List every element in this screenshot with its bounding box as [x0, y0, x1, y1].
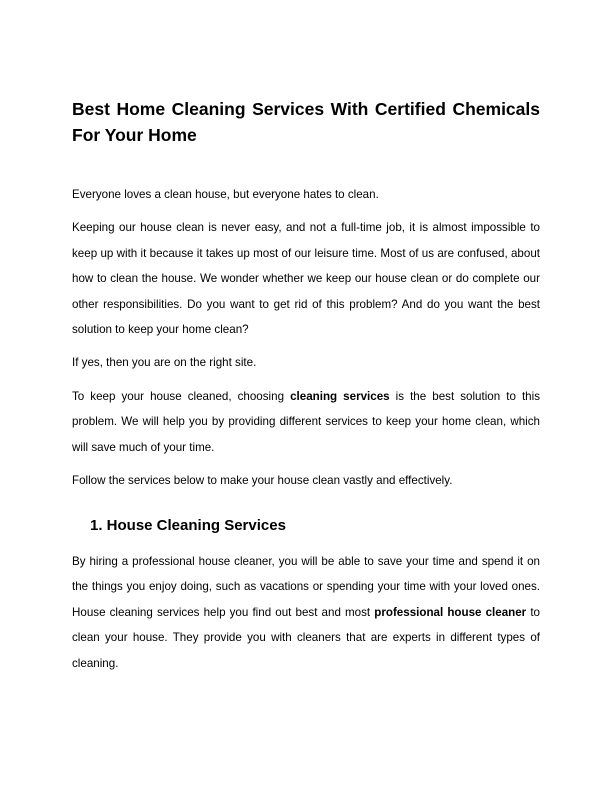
house-cleaning-section: [72, 549, 540, 684]
paragraph-cleaning-services: [72, 384, 540, 460]
professional-house-cleaner-link[interactable]: professional house cleaner: [374, 605, 527, 619]
paragraph-text: By hiring a professional house cleaner, you will be able to save your time and spend it on the things you enjoy doing, such as vacations or spending your time with your loved ones. House cleaning services help you find out best and most: [72, 555, 540, 619]
paragraph-intro: Everyone loves a clean house, but everyone hates to clean.: [72, 188, 379, 201]
paragraph-right-site: If yes, then you are on the right site.: [72, 356, 257, 370]
intro-section: [72, 182, 540, 501]
paragraph-text: To keep your house cleaned, choosing: [72, 389, 291, 403]
paragraph-follow-services: Follow the services below to make your house clean vastly and effectively.: [72, 474, 453, 488]
paragraph-text: to clean your house. They provide you with cleaners that are experts in different types of cleaning.: [72, 605, 540, 670]
paragraph-keeping-clean: Keeping our house clean is never easy, and not a full-time job, it is almost impossible to keep up with it because it takes up most of our leisure time. Most of us are confused, about how to clean the house. We wonder whether we keep our house clean or do complete our other responsibilities. Do you want to get rid of this problem? And do you want the best solution to keep your home clean?: [72, 221, 540, 337]
cleaning-services-link[interactable]: cleaning services: [290, 389, 390, 403]
section-heading-house-cleaning: 1. House Cleaning Services: [90, 517, 286, 534]
page-title: Best Home Cleaning Services With Certified Chemicals For Your Home: [72, 99, 540, 145]
paragraph-house-cleaning: [72, 549, 540, 676]
paragraph-text: is the best solution to this problem. We will help you by providing different services to keep your home clean, which will save much of your time.: [72, 389, 540, 454]
